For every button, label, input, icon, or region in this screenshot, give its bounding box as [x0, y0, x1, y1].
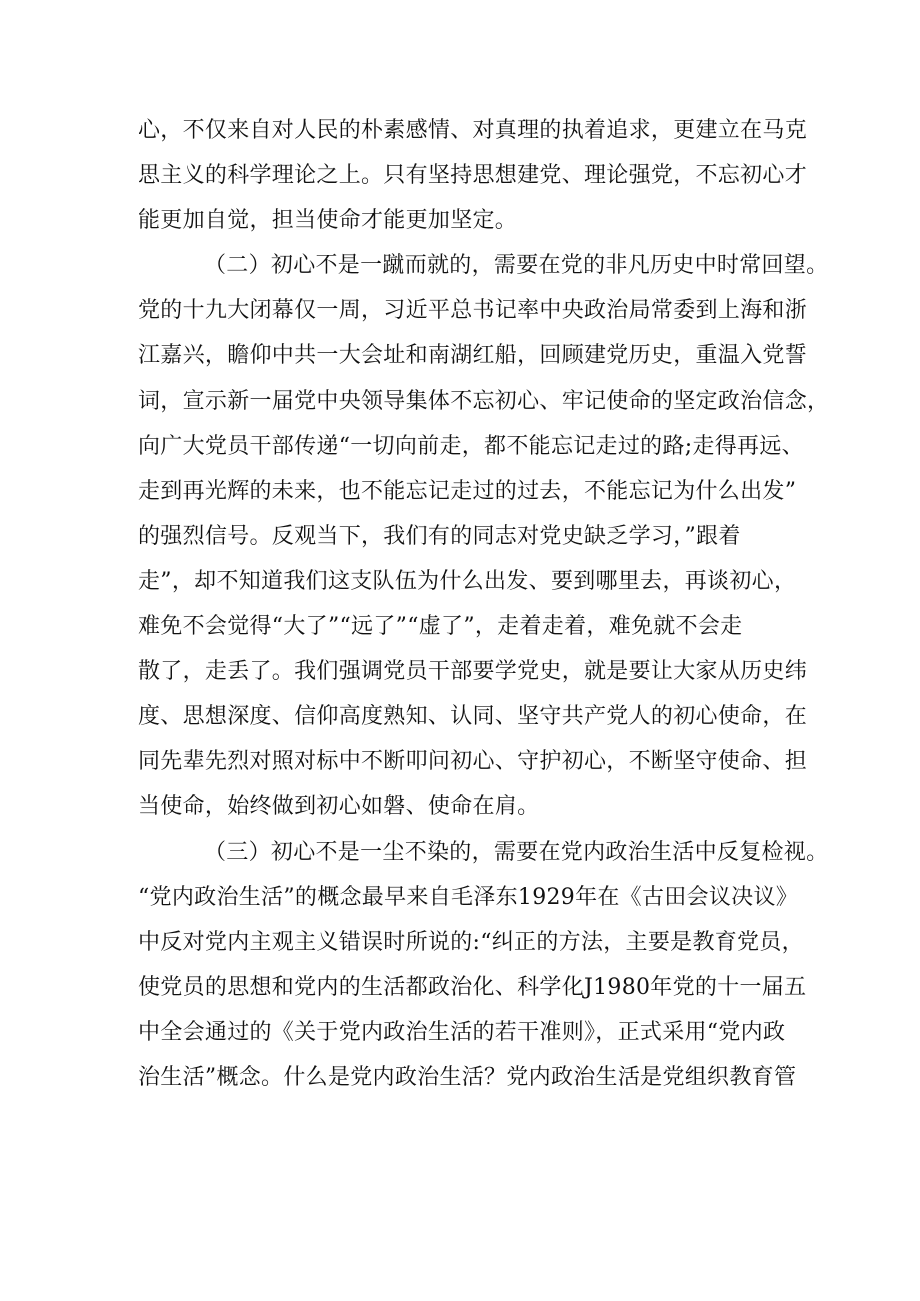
text-line-16: 当使命，始终做到初心如磐、使命在肩。 — [138, 794, 540, 820]
text-line-10: 的强烈信号。反观当下，我们有的同志对党史缺乏学习，”跟着 — [138, 523, 741, 549]
text-line-11: 走”，却不知道我们这支队伍为什么出发、要到哪里去，再谈初心， — [138, 568, 797, 594]
text-line-6: 江嘉兴，瞻仰中共一大会址和南湖红船，回顾建党历史，重温入党誓 — [138, 343, 808, 369]
text-line-21: 中全会通过的《关于党内政治生活的若干准则》，正式采用“党内政 — [138, 1019, 786, 1045]
body-text — [138, 108, 830, 1100]
text-line-3: 能更加自觉，担当使命才能更加坚定。 — [138, 208, 518, 234]
text-line-20: 使党员的思想和党内的生活都政治化、科学化J1980年党的十一届五 — [138, 974, 807, 1000]
text-line-15: 同先辈先烈对照对标中不断叩问初心、守护初心，不断坚守使命、担 — [138, 749, 808, 775]
text-line-12: 难免不会觉得“大了”“远了”“虚了”，走着走着，难免就不会走 — [138, 614, 743, 640]
text-line-22: 治生活”概念。什么是党内政治生活？党内政治生活是党组织教育管 — [138, 1064, 797, 1090]
section-heading-3: （三）初心不是一尘不染的，需要在党内政治生活中反复检视。 — [204, 839, 829, 865]
text-line-18: “党内政治生活”的概念最早来自毛泽东1929年在《古田会议决议》 — [138, 884, 799, 910]
text-line-8: 向广大党员干部传递“一切向前走，都不能忘记走过的路;走得再远、 — [138, 433, 804, 459]
text-line-1: 心，不仅来自对人民的朴素感情、对真理的执着追求，更建立在马克 — [138, 118, 808, 143]
text-line-2: 思主义的科学理论之上。只有坚持思想建党、理论强党，不忘初心才 — [138, 163, 808, 189]
text-line-9: 走到再光辉的未来，也不能忘记走过的过去，不能忘记为什么出发” — [138, 478, 797, 504]
text-line-14: 度、思想深度、信仰高度熟知、认同、坚守共产党人的初心使命，在 — [138, 704, 808, 730]
section-heading-2: （二）初心不是一蹴而就的，需要在党的非凡历史中时常回望。 — [204, 253, 829, 279]
text-line-19: 中反对党内主观主义错误时所说的:“纠正的方法，主要是教育党员， — [138, 929, 804, 955]
text-line-13: 散了，走丢了。我们强调党员干部要学党史，就是要让大家从历史纬 — [138, 659, 808, 685]
text-line-7: 词，宣示新一届党中央领导集体不忘初心、牢记使命的坚定政治信念， — [138, 388, 830, 414]
text-line-5: 党的十九大闭幕仅一周，习近平总书记率中央政治局常委到上海和浙 — [138, 298, 808, 324]
